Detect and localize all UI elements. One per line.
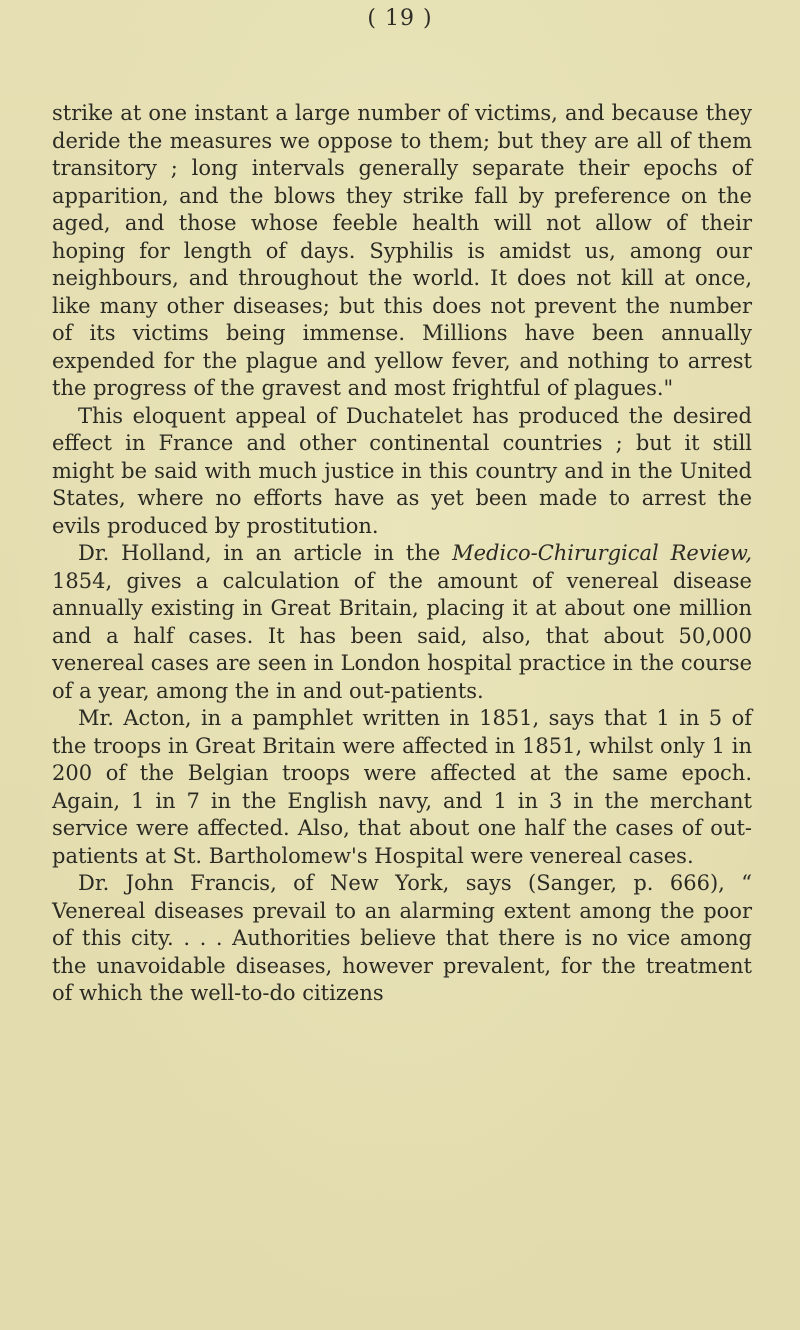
paragraph-3-end: 1854, gives a calculation of the amount of venereal disease annually existing in Great Britain, placing it at about one million and a half cases. It has been said, also, that about 50,000 venereal cases are seen in London hospital practice in the course of a year, among the in and out-patients. xyxy=(52,568,752,703)
paragraph-3-start: Dr. Holland, in an article in the xyxy=(78,541,453,565)
body-text xyxy=(52,100,752,1008)
paragraph-4: Mr. Acton, in a pamphlet written in 1851, says that 1 in 5 of the troops in Great Britain were affected in 1851, whilst only 1 in 200 of the Belgian troops were affected at the same epoch. Again, 1 in 7 in the English navy, and 1 in 3 in the merchant service were affected. Also, that about one half the cases of out-patients at St. Bartholomew's Hospital were venereal cases. xyxy=(52,706,752,868)
page-number: ( 19 ) xyxy=(367,6,433,31)
paragraph-5: Dr. John Francis, of New York, says (Sanger, p. 666), “ Venereal diseases prevail to an alarming extent among the poor of this city. . . . Authorities believe that there is no vice among the unavoidable diseases, however prevalent, for the treatment of which the well-to-do citizens xyxy=(52,871,752,1005)
paragraph-3 xyxy=(52,540,752,705)
journal-title: Medico-Chirurgical Review, xyxy=(452,541,752,565)
paragraph-1: strike at one instant a large number of victims, and because they deride the measures we oppose to them; but they are all of them transitory ; long intervals generally separate their epochs of apparition, and the blows they strike fall by preference on the aged, and those whose feeble health will not allow of their hoping for length of days. Syphilis is amidst us, among our neighbours, and throughout the world. It does not kill at once, like many other diseases; but this does not prevent the number of its victims being immense. Millions have been annually expended for the plague and yellow fever, and nothing to arrest the progress of the gravest and most frightful of plagues." xyxy=(52,101,752,400)
paragraph-2: This eloquent appeal of Duchatelet has produced the desired effect in France and other continental countries ; but it still might be said with much justice in this country and in the United States, where no efforts have as yet been made to arrest the evils produced by prostitution. xyxy=(52,403,752,538)
